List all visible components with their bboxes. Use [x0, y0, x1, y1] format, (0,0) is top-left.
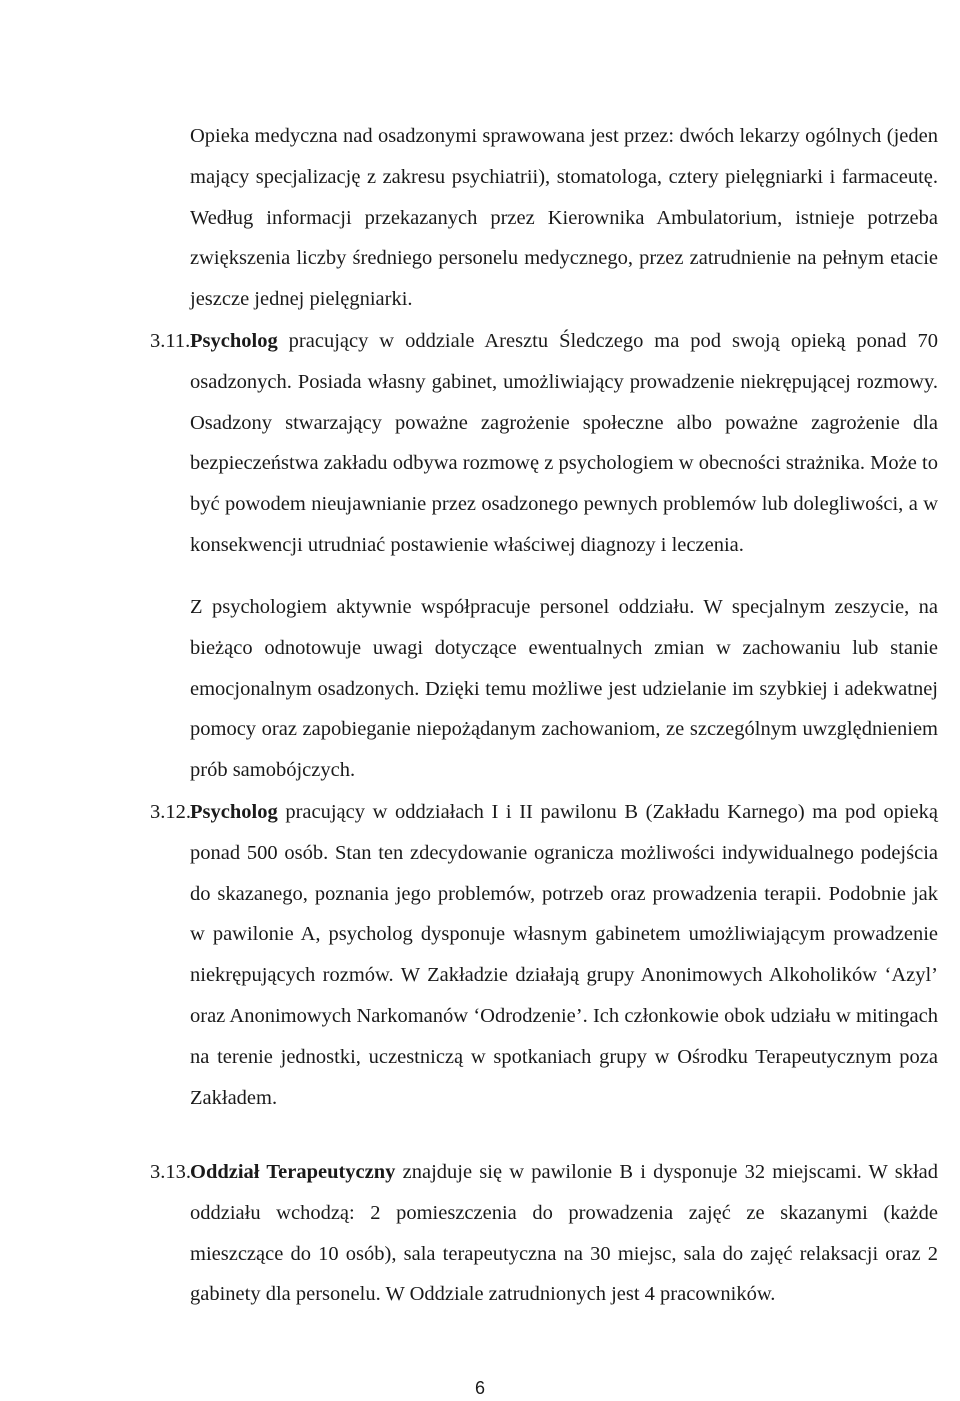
section-3-13-bold-term: Oddział Terapeutyczny — [190, 1161, 396, 1183]
section-3-11-text: pracujący w oddziale Aresztu Śledczego ma pod swoją opieką ponad 70 osadzonych. Posiada własny gabinet, umożliwiający prowadzenie niekrępującej rozmowy. Osadzony stwarzający poważne zagrożenie społeczne albo poważne zagrożenie dla bezpieczeństwa zakładu odbywa rozmowę z psychologiem w obecności strażnika. Może to być powodem nieujawnianie przez osadzonego pewnych problemów lub dolegliwości, a w konsekwencji utrudniać postawienie właściwej diagnozy i leczenia. — [190, 330, 938, 556]
section-3-11-paragraph — [190, 321, 938, 566]
section-number-3-12: 3.12. — [150, 801, 191, 823]
section-3-11-paragraph-2: Z psychologiem aktywnie współpracuje personel oddziału. W specjalnym zeszycie, na bieżąco odnotowuje uwagi dotyczące ewentualnych zmian w zachowaniu lub stanie emocjonalnym osadzonych. Dzięki temu możliwe jest udzielanie im szybkiej i adekwatnej pomocy oraz zapobieganie niepożądanym zachowaniom, ze szczególnym uwzględnieniem prób samobójczych. — [190, 596, 938, 782]
section-3-13-text: znajduje się w pawilonie B i dysponuje 32 miejscami. W skład oddziału wchodzą: 2 pomieszczenia do prowadzenia zajęć ze skazanymi (każde mieszczące do 10 osób), sala terapeutyczna na 30 miejsc, sala do zajęć relaksacji oraz 2 gabinety dla personelu. W Oddziale zatrudnionych jest 4 pracowników. — [190, 1161, 938, 1306]
page-number: 6 — [474, 1378, 485, 1398]
section-3-13-paragraph — [190, 1152, 938, 1315]
section-number-3-13: 3.13. — [150, 1161, 191, 1183]
section-3-12-paragraph — [190, 792, 938, 1118]
section-3-11-bold-term: Psycholog — [190, 330, 278, 352]
intro-paragraph: Opieka medyczna nad osadzonymi sprawowana jest przez: dwóch lekarzy ogólnych (jeden mający specjalizację z zakresu psychiatrii), stomatologa, cztery pielęgniarki i farmaceutę. Według informacji przekazanych przez Kierownika Ambulatorium, istnieje potrzeba zwiększenia liczby średniego personelu medycznego, przez zatrudnienie na pełnym etacie jeszcze jednej pielęgniarki. — [190, 125, 938, 311]
section-3-12-bold-term: Psycholog — [190, 801, 278, 823]
section-3-12-text: pracujący w oddziałach I i II pawilonu B (Zakładu Karnego) ma pod opieką ponad 500 osób. Stan ten zdecydowanie ogranicza możliwości indywidualnego podejścia do skazanego, poznania jego problemów, potrzeb oraz prowadzenia terapii. Podobnie jak w pawilonie A, psycholog dysponuje własnym gabinetem umożliwiającym prowadzenie niekrępujących rozmów. W Zakładzie działają grupy Anonimowych Alkoholików ‘Azyl’ oraz Anonimowych Narkomanów ‘Odrodzenie’. Ich członkowie obok udziału w mitingach na terenie jednostki, uczestniczą w spotkaniach grupy w Ośrodku Terapeutycznym poza Zakładem. — [190, 801, 938, 1109]
section-number-3-11: 3.11. — [150, 330, 191, 352]
